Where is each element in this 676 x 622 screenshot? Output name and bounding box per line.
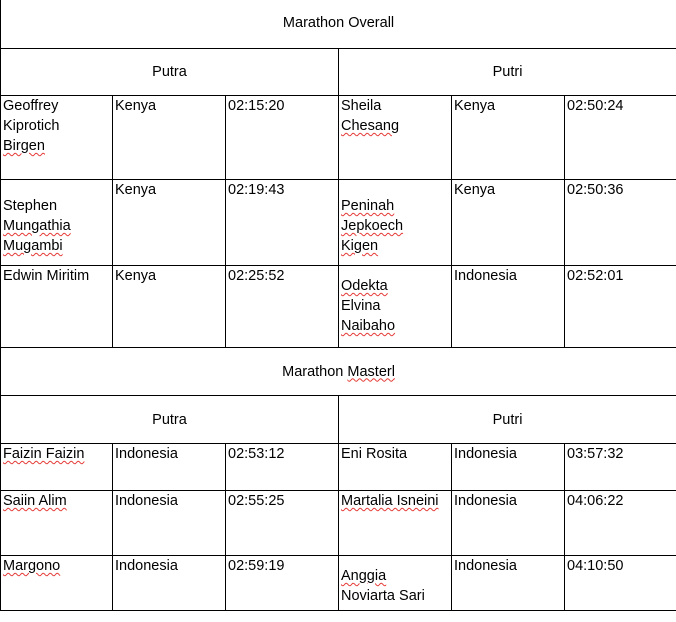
- putri-name-cell[interactable]: [339, 96, 452, 180]
- putra-time-cell[interactable]: 02:25:52: [226, 266, 339, 348]
- section-row-overall: [1, 0, 676, 49]
- name-line: Eni Rosita: [341, 446, 408, 462]
- name-line: Noviarta Sari: [341, 588, 425, 604]
- putri-time-cell[interactable]: 02:50:24: [565, 96, 676, 180]
- putra-name-cell[interactable]: [1, 444, 113, 491]
- putra-time-cell[interactable]: 02:15:20: [226, 96, 339, 180]
- putri-name-cell[interactable]: [339, 180, 452, 266]
- putri-name-cell[interactable]: [339, 266, 452, 348]
- putra-country-cell[interactable]: Kenya: [113, 180, 226, 266]
- putra-time-cell[interactable]: 02:59:19: [226, 556, 339, 611]
- name-line: Geoffrey: [3, 98, 59, 114]
- title-part: Marathon: [282, 363, 348, 380]
- name-line: Faizin Faizin: [3, 446, 85, 462]
- section-title-overall[interactable]: Marathon Overall: [1, 0, 676, 49]
- name-line: Elvina: [341, 298, 381, 314]
- putri-name-cell[interactable]: [339, 444, 452, 491]
- name-line: Peninah: [341, 198, 395, 214]
- putra-country-cell[interactable]: Kenya: [113, 96, 226, 180]
- header-putra-overall[interactable]: Putra: [1, 49, 339, 96]
- putri-name-cell[interactable]: [339, 491, 452, 556]
- putri-time-cell[interactable]: 04:06:22: [565, 491, 676, 556]
- header-putra-master[interactable]: Putra: [1, 396, 339, 444]
- putra-time-cell[interactable]: 02:53:12: [226, 444, 339, 491]
- name-line: Anggia: [341, 568, 387, 584]
- putra-country-cell[interactable]: Kenya: [113, 266, 226, 348]
- putra-name-cell[interactable]: [1, 266, 113, 348]
- name-line: Kiprotich: [3, 118, 60, 134]
- group-header-row-overall: [1, 49, 676, 96]
- name-line: Chesang: [341, 118, 400, 134]
- putri-time-cell[interactable]: 02:50:36: [565, 180, 676, 266]
- name-line: Kigen: [341, 238, 379, 254]
- table-row: [1, 180, 676, 266]
- name-line: Naibaho: [341, 318, 396, 334]
- table-row: [1, 556, 676, 611]
- name-line: Margono: [3, 558, 61, 574]
- putra-name-cell[interactable]: [1, 180, 113, 266]
- name-line: Odekta: [341, 278, 388, 294]
- group-header-row-master: [1, 396, 676, 444]
- table-row: [1, 266, 676, 348]
- header-putri-overall[interactable]: Putri: [339, 49, 676, 96]
- putri-time-cell[interactable]: 03:57:32: [565, 444, 676, 491]
- putra-name-cell[interactable]: [1, 556, 113, 611]
- table-row: [1, 96, 676, 180]
- putra-time-cell[interactable]: 02:55:25: [226, 491, 339, 556]
- name-line: Mungathia: [3, 218, 71, 234]
- putri-country-cell[interactable]: Indonesia: [452, 556, 565, 611]
- putra-country-cell[interactable]: Indonesia: [113, 444, 226, 491]
- putra-name-cell[interactable]: [1, 96, 113, 180]
- putra-time-cell[interactable]: 02:19:43: [226, 180, 339, 266]
- section-row-master: [1, 348, 676, 396]
- name-line: Birgen: [3, 138, 45, 154]
- table-row: [1, 444, 676, 491]
- putri-country-cell[interactable]: Indonesia: [452, 266, 565, 348]
- putra-country-cell[interactable]: Indonesia: [113, 491, 226, 556]
- name-line: Sheila: [341, 98, 382, 114]
- name-line: Martalia Isneini: [341, 493, 439, 509]
- name-line: Saiin Alim: [3, 493, 67, 509]
- putri-time-cell[interactable]: 04:10:50: [565, 556, 676, 611]
- table-row: [1, 491, 676, 556]
- name-line: Stephen: [3, 198, 58, 214]
- putra-country-cell[interactable]: Indonesia: [113, 556, 226, 611]
- putri-country-cell[interactable]: Kenya: [452, 180, 565, 266]
- name-line: Jepkoech: [341, 218, 404, 234]
- putra-name-cell[interactable]: [1, 491, 113, 556]
- putri-country-cell[interactable]: Indonesia: [452, 444, 565, 491]
- putri-country-cell[interactable]: Indonesia: [452, 491, 565, 556]
- putri-country-cell[interactable]: Kenya: [452, 96, 565, 180]
- name-line: Edwin Miritim: [3, 268, 90, 284]
- name-line: Mugambi: [3, 238, 63, 254]
- section-title-master[interactable]: [1, 348, 676, 396]
- putri-time-cell[interactable]: 02:52:01: [565, 266, 676, 348]
- putri-name-cell[interactable]: [339, 556, 452, 611]
- title-part-misspelled: Masterl: [347, 363, 395, 380]
- header-putri-master[interactable]: Putri: [339, 396, 676, 444]
